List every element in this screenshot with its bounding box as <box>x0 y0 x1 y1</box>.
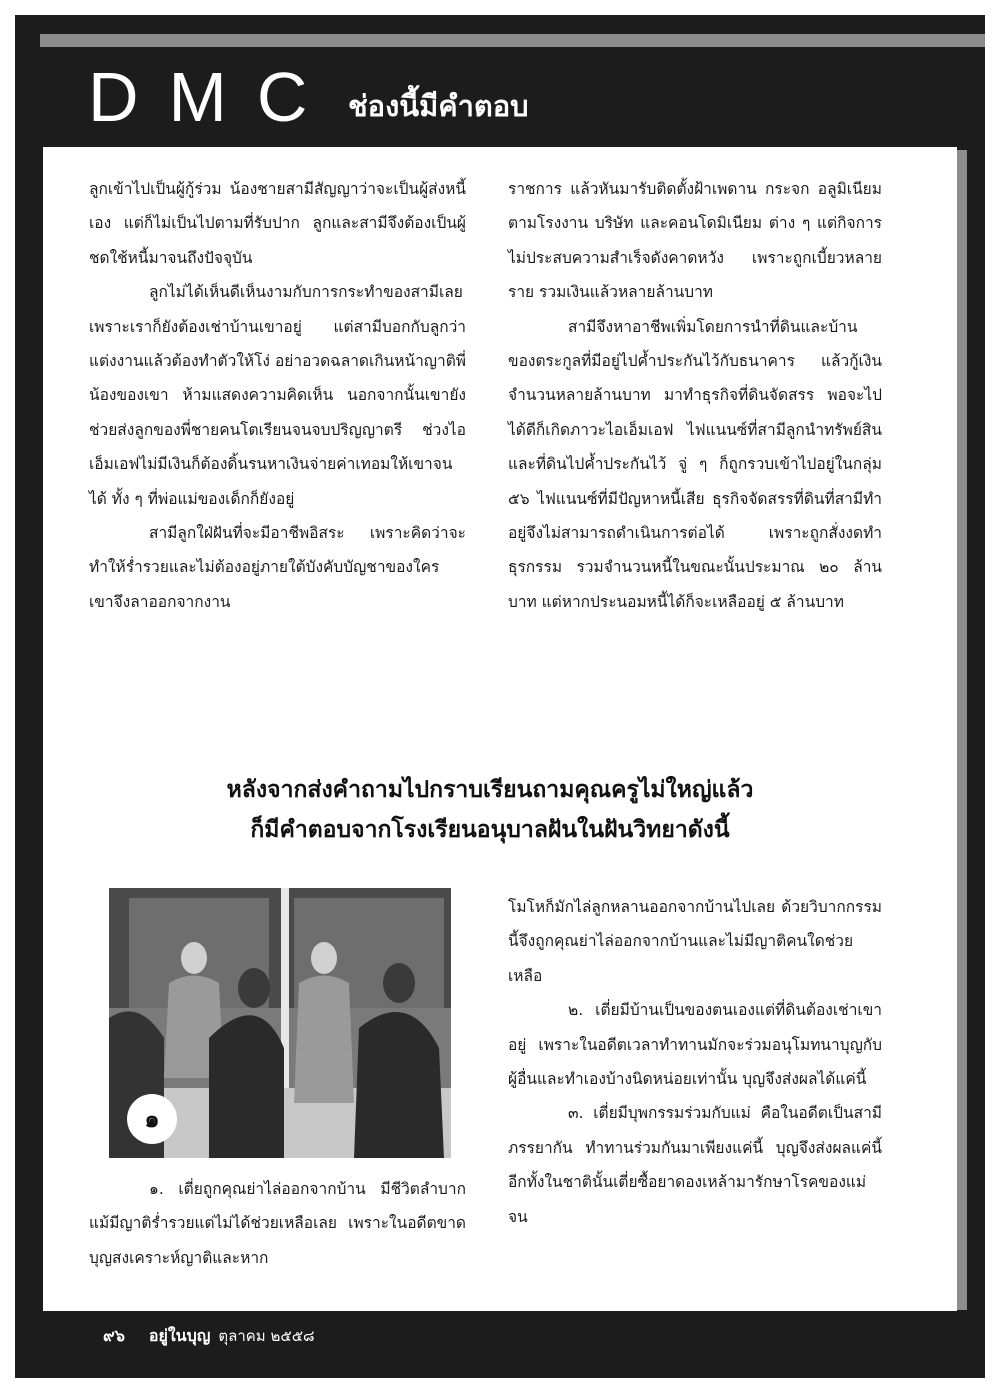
headline-line-2: ก็มีคำตอบจากโรงเรียนอนุบาลฝันในฝันวิทยาดังนี้ <box>250 817 730 843</box>
paragraph: ราชการ แล้วหันมารับติดตั้งฝ้าเพดาน กระจก อลูมิเนียม ตามโรงงาน บริษัท และคอนโดมิเนียม ต่าง ๆ แต่กิจการไม่ประสบความสำเร็จดังคาดหวัง เพราะถูกเบี้ยวหลายราย รวมเงินแล้วหลายล้านบาท <box>508 180 882 302</box>
photo-number-badge: ๑ <box>127 1094 177 1144</box>
column-right-bottom <box>508 890 882 1234</box>
page-number: ๙๖ <box>89 1322 139 1351</box>
page-footer <box>89 1322 315 1350</box>
magazine-name: อยู่ในบุญ <box>148 1325 211 1345</box>
column-left-top <box>89 172 466 619</box>
column-right-top <box>508 172 882 619</box>
issue-date: ตุลาคม ๒๕๕๘ <box>218 1327 315 1345</box>
column-left-bottom <box>89 1172 466 1275</box>
paragraph: ๑. เตี่ยถูกคุณย่าไล่ออกจากบ้าน มีชีวิตลำบาก แม้มีญาติร่ำรวยแต่ไม่ได้ช่วยเหลือเลย เพราะในอดีตขาดบุญสงเคราะห์ญาติและหาก <box>89 1180 466 1267</box>
illustration-photo <box>109 888 451 1158</box>
side-gray-strip <box>957 150 967 1310</box>
top-gray-strip <box>40 34 985 47</box>
headline-line-1: หลังจากส่งคำถามไปกราบเรียนถามคุณครูไม่ใหญ่แล้ว <box>226 777 754 803</box>
paragraph: ลูกเข้าไปเป็นผู้กู้ร่วม น้องชายสามีสัญญาว่าจะเป็นผู้ส่งหนี้เอง แต่ก็ไม่เป็นไปตามที่รับปาก ลูกและสามีจึงต้องเป็นผู้ชดใช้หนี้มาจนถึงปัจจุบัน <box>89 180 466 267</box>
paragraph: ๒. เตี่ยมีบ้านเป็นของตนเองแต่ที่ดินต้องเช่าเขาอยู่ เพราะในอดีตเวลาทำทานมักจะร่วมอนุโมทนาบุญกับผู้อื่นและทำเองบ้างนิดหน่อยเท่านั้น บุญจึงส่งผลได้แค่นี้ <box>508 1001 882 1089</box>
paragraph: ๓. เตี่ยมีบุพกรรมร่วมกับแม่ คือในอดีตเป็นสามีภรรยากัน ทำทานร่วมกันมาเพียงแค่นี้ บุญจึงส่งผลแค่นี้ อีกทั้งในชาตินั้นเตี่ยซื้อยาดองเหล้ามารักษาโรคของแม่ จน <box>508 1104 882 1226</box>
paragraph: สามีลูกใฝ่ฝันที่จะมีอาชีพอิสระ เพราะคิดว่าจะทำให้ร่ำรวยและไม่ต้องอยู่ภายใต้บังคับบัญชาของใคร เขาจึงลาออกจากงาน <box>89 524 466 611</box>
headline <box>60 770 920 850</box>
section-subtitle: ช่องนี้มีคำตอบ <box>348 89 529 123</box>
paragraph: สามีจึงหาอาชีพเพิ่มโดยการนำที่ดินและบ้านของตระกูลที่มีอยู่ไปค้ำประกันไว้กับธนาคาร แล้วกู้เงินจำนวนหลายล้านบาท มาทำธุรกิจที่ดินจัดสรร พอจะไปได้ดีก็เกิดภาวะไอเอ็มเอฟ ไฟแนนซ์ที่สามีลูกนำทรัพย์สินและที่ดินไปค้ำประกันไว้ จู่ ๆ ก็ถูกรวบเข้าไปอยู่ในกลุ่ม ๕๖ ไฟแนนซ์ที่มีปัญหาหนี้เสีย ธุรกิจจัดสรรที่ดินที่สามีทำอยู่จึงไม่สามารถดำเนินการต่อได้ เพราะถูกสั่งงดทำธุรกรรม รวมจำนวนหนี้ในขณะนั้นประมาณ ๒๐ ล้านบาท แต่หากประนอมหนี้ได้ก็จะเหลืออยู่ ๕ ล้านบาท <box>508 317 882 611</box>
section-title: DMC <box>88 58 338 136</box>
paragraph: โมโหก็มักไล่ลูกหลานออกจากบ้านไปเลย ด้วยวิบากกรรมนี้จึงถูกคุณย่าไล่ออกจากบ้านและไม่มีญาติคนใดช่วยเหลือ <box>508 898 882 985</box>
paragraph: ลูกไม่ได้เห็นดีเห็นงามกับการกระทำของสามีเลย เพราะเราก็ยังต้องเช่าบ้านเขาอยู่ แต่สามีบอกกับลูกว่า แต่งงานแล้วต้องทำตัวให้โง่ อย่าอวดฉลาดเกินหน้าญาติพี่น้องของเขา ห้ามแสดงความคิดเห็น นอกจากนั้นเขายังช่วยส่งลูกของพี่ชายคนโตเรียนจนจบปริญญาตรี ช่วงไอเอ็มเอฟไม่มีเงินก็ต้องดิ้นรนหาเงินจ่ายค่าเทอมให้เขาจนได้ ทั้ง ๆ ที่พ่อแม่ของเด็กก็ยังอยู่ <box>89 283 466 508</box>
